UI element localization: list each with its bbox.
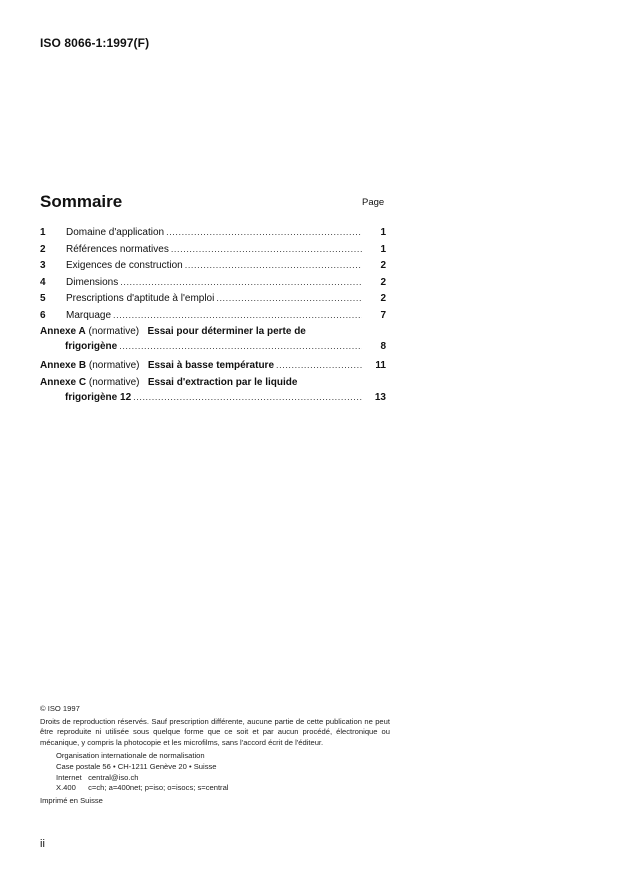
toc-entry-page: 7 [380,309,386,321]
publisher-address [56,751,390,793]
rights-statement: Droits de reproduction réservés. Sauf prescription différente, aucune partie de cette publication ne peut être reproduite ni utilisée sous quelque forme que ce soit et par aucun procédé, électronique ou mécanique, y compris la photocopie et les microfilms, sans l'accord écrit de l'éditeur. [40,716,390,747]
annex-title: Essai à basse température [147,360,275,371]
toc-leader-dots [133,390,362,405]
toc-entry-number: 6 [40,309,46,321]
document-id: ISO 8066-1:1997(F) [40,36,150,50]
toc-title: Sommaire [40,192,123,211]
annex-title: Essai d'extraction par le liquide [147,377,298,388]
toc-entry-label: Prescriptions d'aptitude à l'emploi [66,293,215,304]
postal-address: Case postale 56 • CH-1211 Genève 20 • Suisse [56,761,217,771]
internet-email[interactable]: central@iso.ch [88,772,139,782]
toc-annex-continuation [40,339,386,354]
annex-type: (normative) [88,377,140,388]
toc-annex-continuation [40,390,386,405]
toc-entry-label: Dimensions [66,276,119,288]
annex-label: Annexe A [40,326,86,337]
copyright-notice [40,704,390,806]
toc-annex-a[interactable] [40,324,386,354]
toc-leader-dots [185,257,362,274]
toc-entry-label: Domaine d'application [66,227,165,238]
toc-annex-heading [40,324,386,339]
toc-entry-page: 1 [380,227,386,238]
toc-annex-c[interactable] [40,375,386,405]
toc-entry[interactable] [40,274,386,291]
toc-entry[interactable] [40,307,386,324]
annex-type: (normative) [88,326,140,337]
toc-leader-dots [216,290,362,307]
annex-type: (normative) [88,360,140,371]
toc-entry-page: 11 [375,360,386,371]
toc-leader-dots [166,224,362,241]
annex-title-continuation: frigorigène 12 [65,392,132,403]
toc-leader-dots [276,356,362,374]
toc-entry-page: 2 [380,293,386,304]
toc-entry-number: 3 [40,260,46,271]
toc-entry-number: 1 [40,227,46,238]
toc-entry-page: 1 [380,243,386,255]
annex-label: Annexe B [40,360,87,371]
internet-label: Internet [56,772,82,782]
org-name: Organisation internationale de normalisation [56,751,205,761]
toc-entry[interactable] [40,241,386,258]
table-of-contents [40,224,386,405]
toc-page-column-label: Page [362,197,385,208]
internet-line [56,773,390,784]
toc-entry-label: Marquage [66,309,112,321]
toc-entry-label: Exigences de construction [66,260,183,271]
annex-title: Essai pour déterminer la perte de [147,326,306,337]
toc-entry-page: 2 [380,276,386,288]
toc-entry-page: 2 [380,260,386,271]
toc-annex-heading [40,375,386,390]
toc-entry-number: 2 [40,243,46,255]
printed-in: Imprimé en Suisse [40,795,103,805]
toc-entry-page: 8 [380,341,386,352]
toc-leader-dots [171,241,362,258]
annex-label: Annexe C [40,377,87,388]
toc-entry[interactable] [40,224,386,241]
annex-title-continuation: frigorigène [65,341,118,352]
toc-entry-label: Références normatives [66,243,169,255]
copyright-line: © ISO 1997 [40,704,80,713]
x400-line [56,783,390,794]
toc-leader-dots [120,274,362,291]
toc-entry[interactable] [40,257,386,274]
toc-leader-dots [113,307,362,324]
toc-annex-heading [40,357,274,375]
toc-annex-b[interactable] [40,356,386,374]
page-number: ii [40,838,45,850]
toc-leader-dots [119,339,362,354]
toc-entry[interactable] [40,290,386,307]
x400-label: X.400 [56,783,76,793]
x400-address: c=ch; a=400net; p=iso; o=isocs; s=central [88,783,229,793]
toc-entry-number: 4 [40,276,46,288]
toc-entry-number: 5 [40,293,46,304]
toc-entry-page: 13 [374,392,386,403]
